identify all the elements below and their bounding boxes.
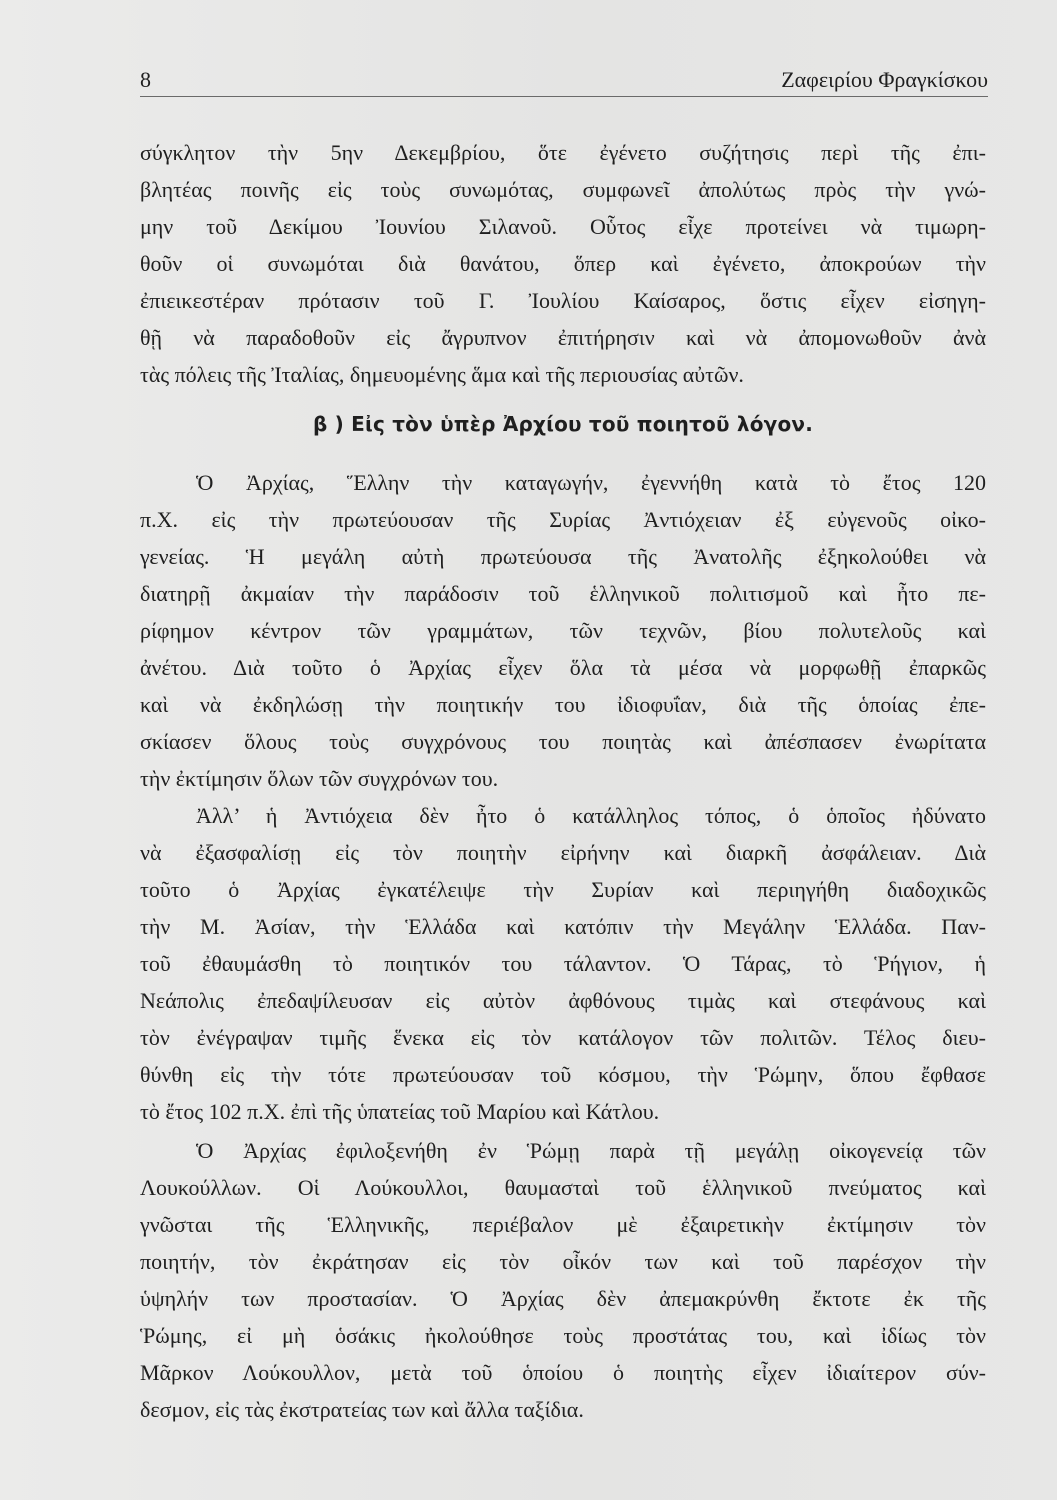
text-line: τοῦ ἐθαυμάσθη τὸ ποιητικόν του τάλαντον. Ὁ Τάρας, τὸ Ῥήγιον, ἡ [140,951,986,976]
page-content [140,134,986,1428]
page-number: 8 [140,67,151,92]
text-line: γνῶσται τῆς Ἑλληνικῆς, περιέβαλον μὲ ἐξαιρετικὴν ἐκτίμησιν τὸν [140,1212,986,1237]
page-header [140,66,988,97]
text-line: τὴν Μ. Ἀσίαν, τὴν Ἑλλάδα καὶ κατόπιν τὴν Μεγάλην Ἑλλάδα. Παν- [140,914,986,939]
paragraph-4 [140,1132,986,1428]
text-line: νὰ ἐξασφαλίσῃ εἰς τὸν ποιητὴν εἰρήνην καὶ διαρκῆ ἀσφάλειαν. Διὰ [140,840,986,865]
text-line: Νεάπολις ἐπεδαψίλευσαν εἰς αὐτὸν ἀφθόνους τιμὰς καὶ στεφάνους καὶ [140,988,986,1013]
text-line: τὸν ἐνέγραψαν τιμῆς ἕνεκα εἰς τὸν κατάλογον τῶν πολιτῶν. Τέλος διευ- [140,1025,986,1050]
section-heading: β ) Εἰς τὸν ὑπὲρ Ἀρχίου τοῦ ποιητοῦ λόγον. [312,412,814,436]
text-line: θῇ νὰ παραδοθοῦν εἰς ἄγρυπνον ἐπιτήρησιν καὶ νὰ ἀπομονωθοῦν ἀνὰ [140,325,986,350]
text-line: Ὁ Ἀρχίας, Ἕλλην τὴν καταγωγήν, ἐγεννήθη κατὰ τὸ ἔτος 120 [196,470,986,495]
text-line: γενείας. Ἡ μεγάλη αὐτὴ πρωτεύουσα τῆς Ἀνατολῆς ἐξηκολούθει νὰ [140,544,986,569]
text-line: θοῦν οἱ συνωμόται διὰ θανάτου, ὅπερ καὶ ἐγένετο, ἀποκρούων τὴν [140,251,986,276]
text-line: Ὁ Ἀρχίας ἐφιλοξενήθη ἐν Ῥώμῃ παρὰ τῇ μεγάλῃ οἰκογενείᾳ τῶν [196,1138,986,1163]
text-line: Μᾶρκον Λούκουλλον, μετὰ τοῦ ὁποίου ὁ ποιητὴς εἶχεν ἰδιαίτερον σύν- [140,1360,986,1385]
text-line: τοῦτο ὁ Ἀρχίας ἐγκατέλειψε τὴν Συρίαν καὶ περιηγήθη διαδοχικῶς [140,877,986,902]
text-line: Ῥώμης, εἰ μὴ ὁσάκις ἠκολούθησε τοὺς προστάτας του, καὶ ἰδίως τὸν [140,1323,986,1348]
text-line: ρίφημον κέντρον τῶν γραμμάτων, τῶν τεχνῶν, βίου πολυτελοῦς καὶ [140,618,986,643]
text-line: σκίασεν ὅλους τοὺς συγχρόνους του ποιητὰς καὶ ἀπέσπασεν ἐνωρίτατα [140,729,986,754]
text-line: διατηρῇ ἀκμαίαν τὴν παράδοσιν τοῦ ἑλληνικοῦ πολιτισμοῦ καὶ ἦτο πε- [140,581,986,606]
text-line: π.Χ. εἰς τὴν πρωτεύουσαν τῆς Συρίας Ἀντιόχειαν ἐξ εὐγενοῦς οἰκο- [140,507,986,532]
text-line: βλητέας ποινῆς εἰς τοὺς συνωμότας, συμφωνεῖ ἀπολύτως πρὸς τὴν γνώ- [140,177,986,202]
text-line: μην τοῦ Δεκίμου Ἰουνίου Σιλανοῦ. Οὗτος εἶχε προτείνει νὰ τιμωρη- [140,214,986,239]
text-line: καὶ νὰ ἐκδηλώσῃ τὴν ποιητικήν του ἰδιοφυΐαν, διὰ τῆς ὁποίας ἐπε- [140,692,986,717]
text-line: ὑψηλήν των προστασίαν. Ὁ Ἀρχίας δὲν ἀπεμακρύνθη ἔκτοτε ἐκ τῆς [140,1286,986,1311]
text-line: τὰς πόλεις τῆς Ἰταλίας, δημευομένης ἅμα καὶ τῆς περιουσίας αὐτῶν. [140,362,744,387]
text-line: τὸ ἔτος 102 π.Χ. ἐπὶ τῆς ὑπατείας τοῦ Μαρίου καὶ Κάτλου. [140,1099,660,1124]
paragraph-1 [140,134,986,393]
text-line: τὴν ἐκτίμησιν ὅλων τῶν συγχρόνων του. [140,766,499,791]
text-line: θύνθη εἰς τὴν τότε πρωτεύουσαν τοῦ κόσμου, τὴν Ῥώμην, ὅπου ἔφθασε [140,1062,986,1087]
paragraph-3 [140,797,986,1130]
text-line: ἐπιεικεστέραν πρότασιν τοῦ Γ. Ἰουλίου Καίσαρος, ὅστις εἶχεν εἰσηγη- [140,288,986,313]
text-line: Λουκούλλων. Οἱ Λούκουλλοι, θαυμασταὶ τοῦ ἑλληνικοῦ πνεύματος καὶ [140,1175,986,1200]
paragraph-2 [140,464,986,797]
text-line: Ἀλλ’ ἡ Ἀντιόχεια δὲν ἦτο ὁ κατάλληλος τόπος, ὁ ὁποῖος ἠδύνατο [196,803,986,828]
running-head: Ζαφειρίου Φραγκίσκου [781,67,988,92]
text-line: ποιητήν, τὸν ἐκράτησαν εἰς τὸν οἶκόν των καὶ τοῦ παρέσχον τὴν [140,1249,986,1274]
text-line: σύγκλητον τὴν 5ην Δεκεμβρίου, ὅτε ἐγένετο συζήτησις περὶ τῆς ἐπι- [140,140,986,165]
text-line: ἀνέτου. Διὰ τοῦτο ὁ Ἀρχίας εἶχεν ὅλα τὰ μέσα νὰ μορφωθῇ ἐπαρκῶς [140,655,986,680]
text-line: δεσμον, εἰς τὰς ἐκστρατείας των καὶ ἄλλα ταξίδια. [140,1397,584,1422]
